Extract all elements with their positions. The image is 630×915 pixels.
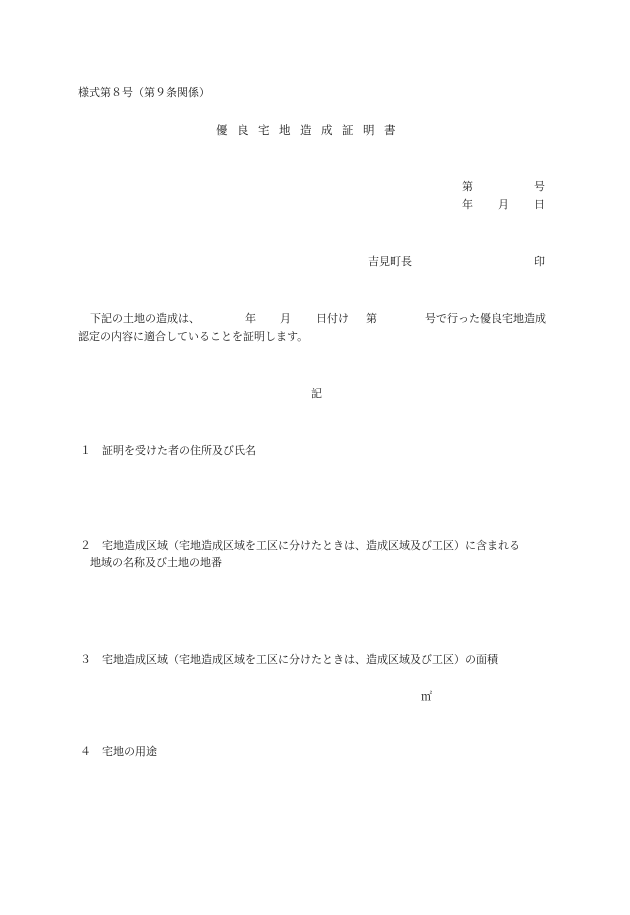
item-number: ４	[80, 745, 91, 758]
body-line1-no: 第	[366, 312, 377, 325]
body-line1-day: 日付け	[316, 312, 349, 325]
issuer-name: 吉見町長	[368, 255, 412, 268]
item-number: １	[80, 444, 91, 457]
item-text-continued: 地域の名称及び土地の地番	[90, 556, 222, 569]
item-text: 宅地の用途	[102, 745, 157, 758]
document-title: 優良宅地造成証明書	[216, 123, 405, 137]
number-suffix: 号	[534, 180, 545, 193]
date-day: 日	[534, 198, 545, 211]
item-number: ２	[80, 539, 91, 552]
date-year: 年	[462, 198, 473, 211]
body-line2: 認定の内容に適合していることを証明します。	[78, 330, 309, 343]
number-prefix: 第	[462, 180, 473, 193]
body-line1-month: 月	[280, 312, 291, 325]
form-label: 様式第８号（第９条関係）	[78, 86, 210, 99]
body-line1-rest: 号で行った優良宅地造成	[425, 312, 546, 325]
seal-mark: 印	[534, 255, 545, 268]
body-line1-year: 年	[245, 312, 256, 325]
item-number: ３	[80, 653, 91, 666]
item-text: 証明を受けた者の住所及び氏名	[102, 444, 256, 457]
ki-heading: 記	[311, 387, 322, 400]
area-unit: ㎡	[421, 690, 432, 703]
item-text: 宅地造成区域（宅地造成区域を工区に分けたときは、造成区域及び工区）の面積	[102, 653, 498, 666]
date-month: 月	[498, 198, 509, 211]
body-line1-a: 下記の土地の造成は、	[90, 312, 200, 325]
item-text: 宅地造成区域（宅地造成区域を工区に分けたときは、造成区域及び工区）に含まれる	[102, 539, 520, 552]
